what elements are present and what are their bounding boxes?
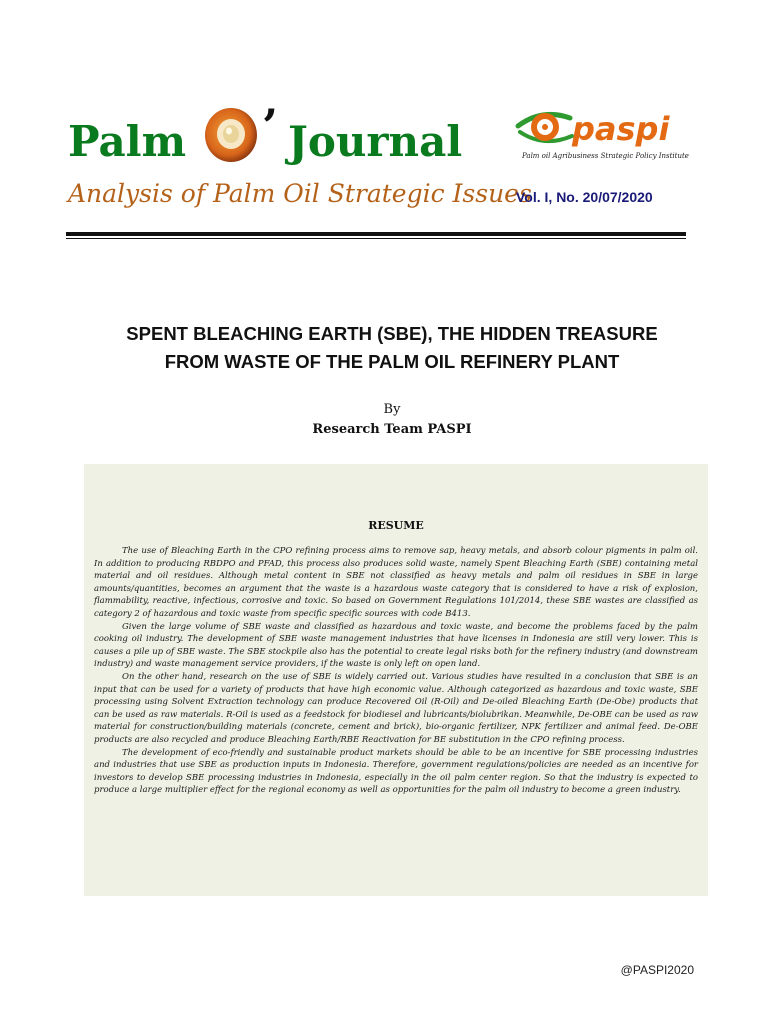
resume-paragraph: The development of eco-friendly and sustainable product markets should be able to be an incentive for SBE processing industries and industries that use SBE as production inputs in Indonesia. Therefore, government regulations/policies are needed as an incentive for investors to develop SBE processing industries in Indonesia, especially in the oil palm center region. So that the industry is expected to produce a large multiplier effect for the regional economy as well as opportunities for the palm oil industry to become a green industry. <box>94 747 698 796</box>
byline-author: Research Team PASPI <box>312 422 472 437</box>
header-rule-thick <box>66 232 686 236</box>
article-title-line-2: FROM WASTE OF THE PALM OIL REFINERY PLANT <box>164 351 620 372</box>
byline <box>84 400 700 440</box>
volume-issue: Vol. I, No. 20/07/2020 <box>516 189 653 205</box>
header-rule-thin <box>66 238 686 239</box>
paspi-wordmark: paspi <box>572 110 670 148</box>
palm-fruit-o-icon <box>202 104 260 164</box>
journal-title-journal: Journal <box>288 117 463 166</box>
masthead <box>0 0 768 240</box>
journal-subtitle: Analysis of Palm Oil Strategic Issues <box>68 179 532 208</box>
paspi-logo-icon <box>514 104 684 150</box>
byline-by: By <box>383 402 401 417</box>
resume-body <box>94 545 698 797</box>
journal-title-palm: Palm <box>68 117 187 166</box>
resume-paragraph: On the other hand, research on the use of SBE is widely carried out. Various studies have resulted in a conclusion that SBE is an input that can be used for a variety of products that have high economic value. Although categorized as hazardous and toxic waste, SBE processing using Solvent Extraction technology can produce Recovered Oil (R-Oil) and De-oiled Bleaching Earth (De-Obe) products that can be used as raw materials. R-Oil is used as a feedstock for biodiesel and lubricants/biolubrikan. Meanwhile, De-OBE can be used as raw material for construction/building materials (concrete, cement and brick), bio-organic fertilizer, NPK fertilizer and animal feed. De-OBE products are also recycled and produce Bleaching Earth/RBE Reactivation for BE substitution in the CPO refining process. <box>94 671 698 745</box>
resume-box <box>84 464 708 896</box>
journal-title-apostrophe: ’ <box>262 99 279 153</box>
article-title <box>84 320 700 376</box>
resume-paragraph: The use of Bleaching Earth in the CPO refining process aims to remove sap, heavy metals, and absorb colour pigments in palm oil. In addition to producing RBDPO and PFAD, this process also produces solid waste, namely Spent Bleaching Earth (SBE) containing metal material and oil residues. Although metal content in SBE not classified as heavy metals and palm oil residues in SBE in large amounts/quantities, becomes an argument that the waste is a hazardous waste category that is considered to have a risk of explosion, flammability, reactive, infectious, corrosive and toxic. So based on Government Regulations 101/2014, these SBE wastes are classified as category 2 of hazardous and toxic waste from specific specific sources with code B413. <box>94 546 698 619</box>
resume-paragraph: Given the large volume of SBE waste and classified as hazardous and toxic waste, and become the problems faced by the palm cooking oil industry. The development of SBE waste management industries that have licenses in Indonesia are still very lower. This is causes a pile up of SBE waste. The SBE stockpile also has the potential to create legal risks both for the refinery industry (and downstream industry) and waste management service providers, if the waste is only left on open land. <box>94 621 698 670</box>
paspi-tagline: Palm oil Agribusiness Strategic Policy Institute <box>522 152 689 160</box>
resume-heading: RESUME <box>368 519 424 532</box>
article-title-line-1: SPENT BLEACHING EARTH (SBE), THE HIDDEN TREASURE <box>126 323 658 344</box>
footer-credit: @PASPI2020 <box>620 963 694 977</box>
